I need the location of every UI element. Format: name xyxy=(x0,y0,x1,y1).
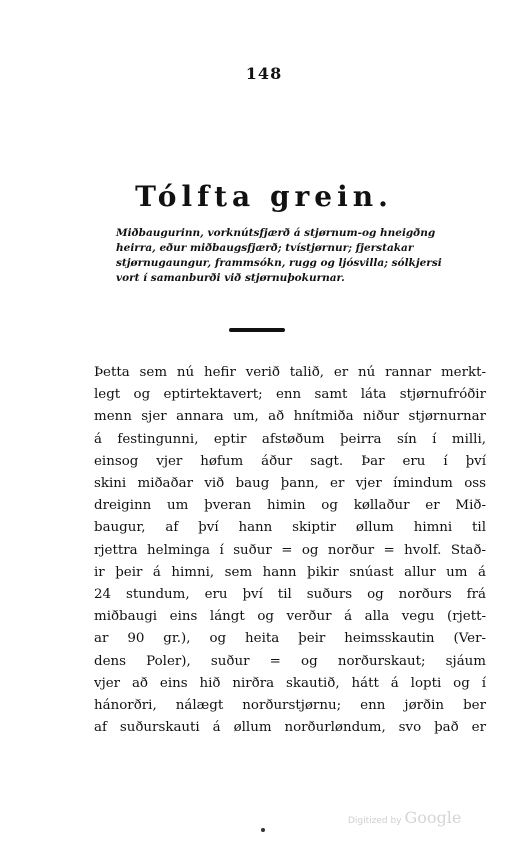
page-mark-dot xyxy=(261,828,265,832)
page-number: 148 xyxy=(245,64,283,83)
text-line: miðbaugi eins lángt og verður á alla vegu (rjett- xyxy=(94,609,486,625)
watermark-small-text: Digitized by xyxy=(348,816,402,826)
text-line: menn sjer annara um, að hnítmiða niður stjørnurnar xyxy=(94,409,486,425)
text-line: baugur, af því hann skiptir øllum himni til xyxy=(94,520,486,536)
text-line: dens Poler), suður = og norðurskaut; sjáum xyxy=(94,653,486,669)
text-line: skini miðaðar við baug þann, er vjer ímindum oss xyxy=(94,476,486,492)
summary-line: vort í samanburði við stjørnuþokurnar. xyxy=(116,272,345,284)
text-line: rjettra helminga í suður = og norður = hvolf. Stað- xyxy=(94,542,486,558)
text-line: einsog vjer høfum áður sagt. Þar eru í því xyxy=(94,453,486,469)
chapter-summary xyxy=(116,226,480,286)
text-line: vjer að eins hið nirðra skautið, hátt á lopti og í xyxy=(94,675,486,691)
digitization-watermark xyxy=(348,808,461,827)
text-line: 24 stundum, eru því til suðurs og norðurs frá xyxy=(94,587,486,603)
text-line: hánorðri, nálægt norðurstjørnu; enn jørðin ber xyxy=(94,698,486,714)
text-line: af suðurskauti á øllum norðurløndum, svo það er xyxy=(94,720,486,736)
text-line: legt og eptirtektavert; enn samt láta stjørnufróðir xyxy=(94,387,486,403)
text-line: ir þeir á himni, sem hann þikir snúast allur um á xyxy=(94,564,486,580)
section-divider xyxy=(229,328,285,332)
text-line: Þetta sem nú hefir verið talið, er nú rannar merkt- xyxy=(94,365,486,380)
summary-line: heirra, eður miðbaugsfjærð; tvístjørnur; fjerstakar xyxy=(116,242,414,254)
text-line: dreiginn um þveran himin og køllaður er Mið- xyxy=(94,498,486,514)
text-line: á festingunni, eptir afstøðum þeirra sín í milli, xyxy=(94,431,486,447)
summary-line: stjørnugaungur, frammsókn, rugg og ljósvilla; sólkjersi xyxy=(116,257,442,269)
summary-line: Miðbaugurinn, vorknútsfjærð á stjørnum-og hneigðng xyxy=(116,227,436,239)
watermark-logo-text: Google xyxy=(404,808,462,827)
chapter-title: Tólfta grein. xyxy=(135,180,393,213)
text-line: ar 90 gr.), og heita þeir heimsskautin (Ver- xyxy=(94,631,486,647)
body-text xyxy=(94,362,486,739)
